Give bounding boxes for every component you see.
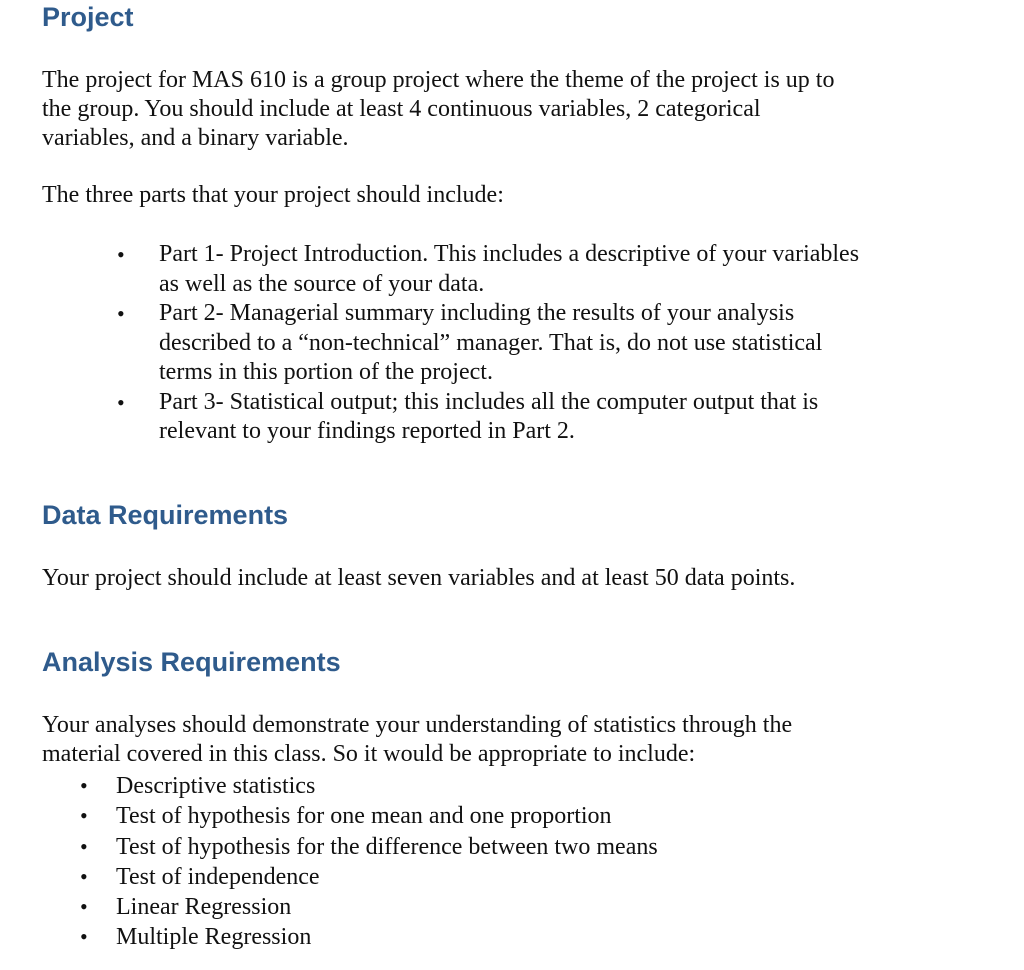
part-line: Part 1- Project Introduction. This includes a descriptive of your variables [159,241,860,267]
data-requirements-text: Your project should include at least seven variables and at least 50 data points. [42,565,796,591]
analysis-intro-paragraph [42,711,942,769]
part-line: terms in this portion of the project. [159,359,493,385]
list-item [74,801,874,831]
list-item [74,892,874,922]
list-item [74,862,874,892]
analysis-item-text: Linear Regression [116,894,292,921]
data-requirements-heading: Data Requirements [42,500,289,530]
list-item [117,240,917,299]
bullet-icon: • [117,242,125,267]
part-line: as well as the source of your data. [159,270,485,297]
list-item [74,922,874,952]
parts-list [117,240,917,447]
analysis-item-text: Test of independence [116,863,320,890]
bullet-icon: • [80,773,88,798]
part-line: relevant to your findings reported in Part 2. [159,418,575,444]
bullet-icon: • [80,863,88,889]
project-intro-line: the group. You should include at least 4 continuous variables, 2 categorical [42,96,761,122]
list-item [117,299,917,388]
analysis-list [74,771,874,953]
analysis-intro-line: material covered in this class. So it would be appropriate to include: [42,741,696,767]
bullet-icon: • [80,833,88,859]
list-item [74,771,874,801]
bullet-icon: • [80,924,88,950]
analysis-item-text: Multiple Regression [116,924,312,951]
analysis-item-text: Test of hypothesis for the difference between two means [116,833,658,860]
bullet-icon: • [117,389,125,415]
list-item [117,388,917,447]
analysis-requirements-heading: Analysis Requirements [42,647,341,677]
project-intro-line: The project for MAS 610 is a group project where the theme of the project is up to [42,67,835,93]
list-item [74,832,874,862]
part-line: Part 3- Statistical output; this includes all the computer output that is [159,388,819,415]
analysis-item-text: Descriptive statistics [116,773,316,799]
bullet-icon: • [80,894,88,920]
project-heading: Project [42,2,134,32]
analysis-intro-line: Your analyses should demonstrate your understanding of statistics through the [42,712,793,738]
project-intro-paragraph [42,66,942,153]
part-line: described to a “non-technical” manager. That is, do not use statistical [159,329,823,356]
analysis-item-text: Test of hypothesis for one mean and one proportion [116,803,612,830]
project-intro-line: variables, and a binary variable. [42,125,349,151]
bullet-icon: • [117,301,125,326]
part-line: Part 2- Managerial summary including the results of your analysis [159,300,795,326]
parts-intro-text: The three parts that your project should include: [42,182,504,208]
bullet-icon: • [80,803,88,829]
